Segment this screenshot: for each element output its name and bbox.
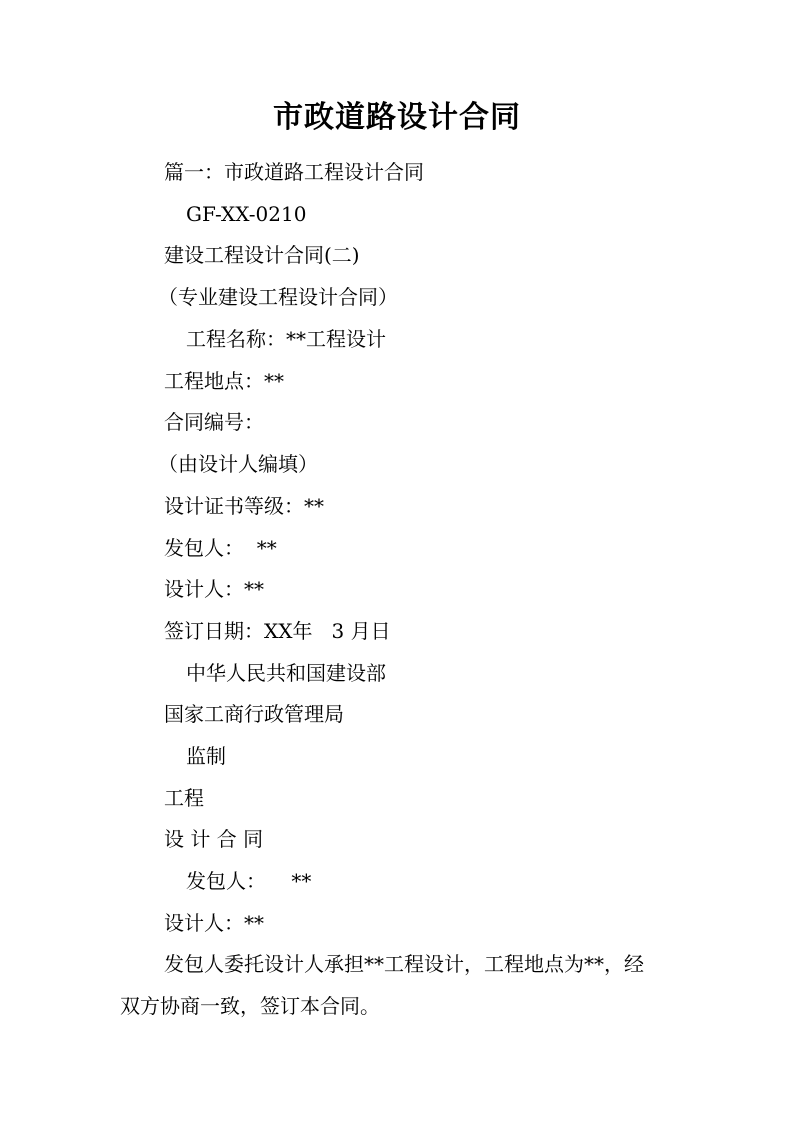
supervision-label: 监制 — [186, 744, 226, 768]
project-name: 工程名称：**工程设计 — [186, 327, 386, 351]
engineering-label: 工程 — [164, 786, 204, 810]
employer: 发包人： ** — [164, 536, 277, 560]
contract-type: 建设工程设计合同(二) — [164, 243, 360, 267]
contract-subtype: （专业建设工程设计合同） — [158, 285, 398, 309]
designer: 设计人：** — [164, 577, 264, 601]
section-heading: 篇一：市政道路工程设计合同 — [164, 160, 424, 184]
designer-repeat: 设计人：** — [164, 911, 264, 935]
contract-number-note: （由设计人编填） — [158, 452, 318, 476]
employer-repeat: 发包人： ** — [186, 869, 312, 893]
signing-date: 签订日期：XX年 3 月日 — [164, 619, 391, 643]
contract-code: GF-XX-0210 — [186, 202, 307, 226]
issuer-ministry: 中华人民共和国建设部 — [186, 661, 386, 685]
contract-number: 合同编号： — [164, 410, 264, 434]
body-paragraph-line-2: 双方协商一致，签订本合同。 — [120, 994, 380, 1018]
issuer-bureau: 国家工商行政管理局 — [164, 702, 344, 726]
project-location: 工程地点：** — [164, 369, 284, 393]
design-contract-label: 设 计 合 同 — [164, 827, 264, 851]
certificate-grade: 设计证书等级：** — [164, 494, 324, 518]
body-paragraph-line-1: 发包人委托设计人承担**工程设计，工程地点为**，经 — [164, 952, 644, 976]
document-title: 市政道路设计合同 — [273, 100, 521, 135]
